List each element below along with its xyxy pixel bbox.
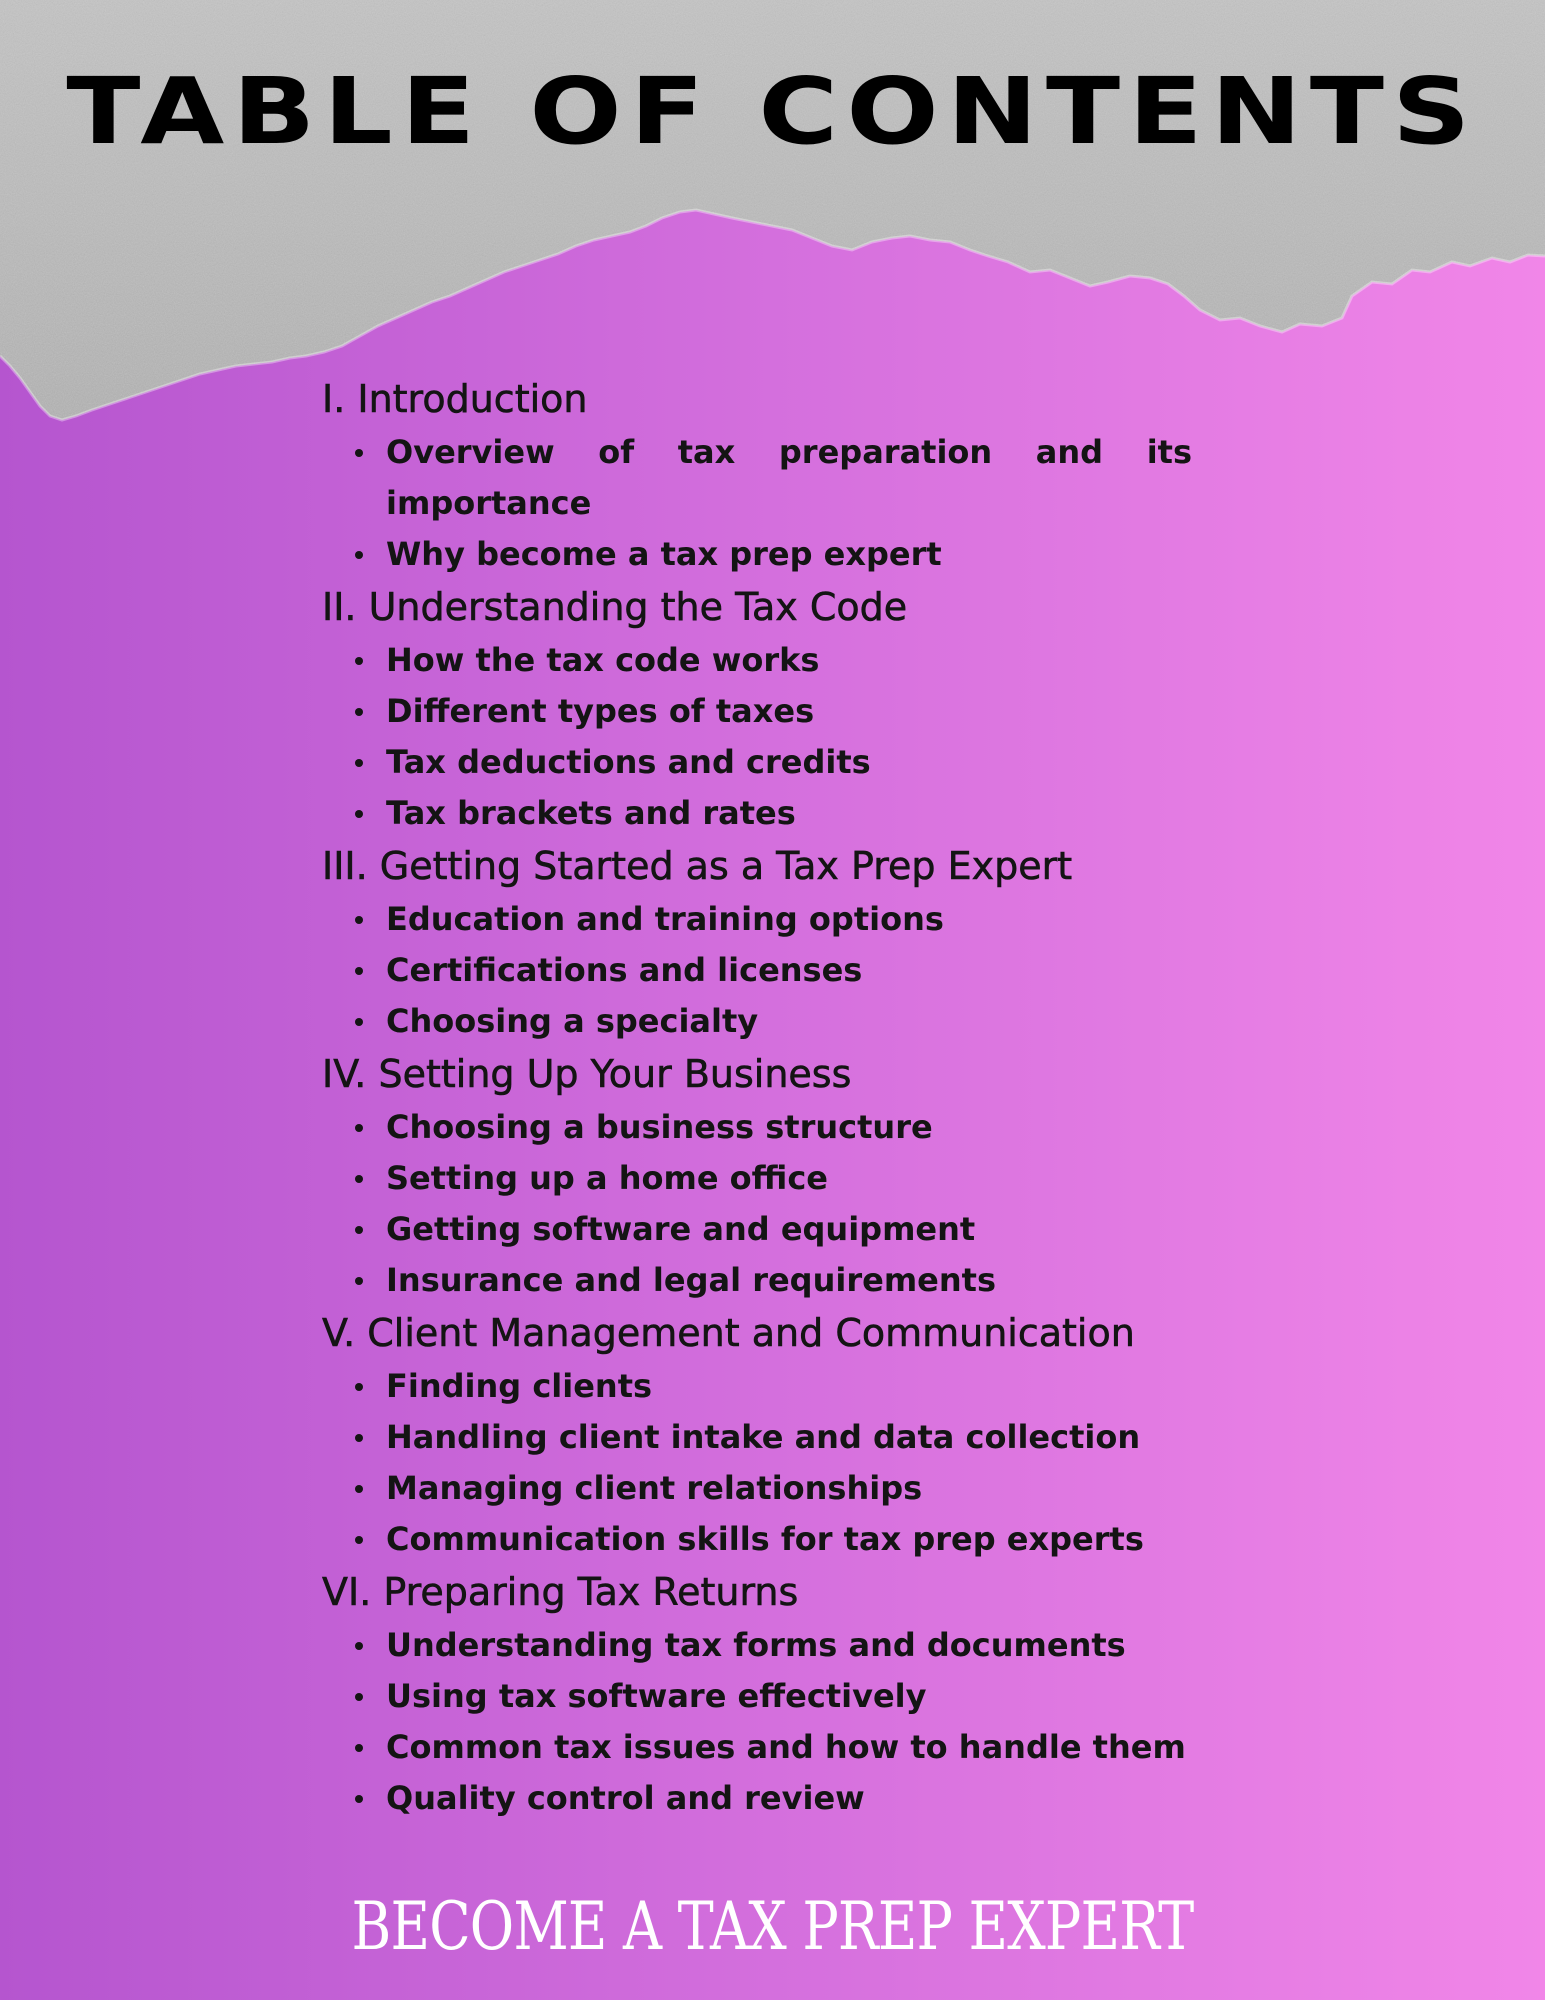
section-heading: III. Getting Started as a Tax Prep Expert [322, 844, 1073, 888]
list-item [322, 996, 1192, 1047]
list-item [322, 686, 1192, 737]
toc-section [322, 839, 1192, 1047]
bullet-icon [355, 1124, 363, 1132]
bullet-icon [355, 1485, 363, 1493]
bullet-icon [355, 1226, 363, 1234]
bullet-icon [355, 1175, 363, 1183]
list-item-text: How the tax code works [386, 641, 820, 679]
list-item-text: Education and training options [386, 900, 944, 938]
list-item-text: Common tax issues and how to handle them [386, 1728, 1186, 1766]
section-heading: VI. Preparing Tax Returns [322, 1570, 799, 1614]
list-item-text: Handling client intake and data collection [386, 1418, 1141, 1456]
bullet-icon [355, 1693, 363, 1701]
list-item-text: Choosing a business structure [386, 1108, 933, 1146]
toc-section [322, 372, 1192, 580]
bullet-icon [355, 1277, 363, 1285]
list-item [322, 1773, 1192, 1824]
page-title: TABLE OF CONTENTS [66, 58, 1479, 165]
footer-title: BECOME A TAX PREP EXPERT [351, 1888, 1194, 1965]
list-item [322, 1153, 1192, 1204]
sub-list [322, 635, 1192, 839]
list-item-text: Understanding tax forms and documents [386, 1626, 1126, 1664]
list-item [322, 788, 1192, 839]
sub-list [322, 427, 1192, 580]
list-item-text: Choosing a specialty [386, 1002, 759, 1040]
list-item-text: Setting up a home office [386, 1159, 828, 1197]
list-item [322, 1255, 1192, 1306]
list-item [322, 1361, 1192, 1412]
list-item-text: Quality control and review [386, 1779, 865, 1817]
bullet-icon [355, 708, 363, 716]
bullet-icon [355, 449, 363, 457]
list-item [322, 945, 1192, 996]
list-item-text: Overview of tax preparation and its importance [386, 433, 1192, 522]
bullet-icon [355, 1536, 363, 1544]
list-item [322, 1722, 1192, 1773]
table-of-contents [322, 372, 1192, 1824]
list-item [322, 894, 1192, 945]
list-item-text: Tax deductions and credits [386, 743, 871, 781]
list-item [322, 1412, 1192, 1463]
bullet-icon [355, 1383, 363, 1391]
list-item-text: Tax brackets and rates [386, 794, 796, 832]
list-item [322, 737, 1192, 788]
toc-section [322, 580, 1192, 839]
list-item-text: Different types of taxes [386, 692, 815, 730]
bullet-icon [355, 1434, 363, 1442]
sub-list [322, 1620, 1192, 1824]
section-heading: I. Introduction [322, 377, 588, 421]
list-item [322, 427, 1192, 529]
list-item [322, 635, 1192, 686]
list-item [322, 1671, 1192, 1722]
section-heading: IV. Setting Up Your Business [322, 1052, 852, 1096]
section-heading: V. Client Management and Communication [322, 1311, 1135, 1355]
sub-list [322, 1361, 1192, 1565]
toc-section [322, 1047, 1192, 1306]
list-item-text: Certifications and licenses [386, 951, 863, 989]
bullet-icon [355, 1795, 363, 1803]
list-item-text: Insurance and legal requirements [386, 1261, 996, 1299]
list-item-text: Finding clients [386, 1367, 653, 1405]
bullet-icon [355, 916, 363, 924]
bullet-icon [355, 967, 363, 975]
section-heading: II. Understanding the Tax Code [322, 585, 908, 629]
sub-list [322, 1102, 1192, 1306]
list-item [322, 1204, 1192, 1255]
list-item-text: Communication skills for tax prep experts [386, 1520, 1144, 1558]
bullet-icon [355, 551, 363, 559]
list-item-text: Why become a tax prep expert [386, 535, 942, 573]
bullet-icon [355, 1744, 363, 1752]
bullet-icon [355, 759, 363, 767]
list-item-text: Managing client relationships [386, 1469, 923, 1507]
list-item [322, 529, 1192, 580]
bullet-icon [355, 810, 363, 818]
bullet-icon [355, 1018, 363, 1026]
list-item [322, 1463, 1192, 1514]
list-item [322, 1514, 1192, 1565]
list-item [322, 1102, 1192, 1153]
bullet-icon [355, 657, 363, 665]
toc-section [322, 1306, 1192, 1565]
list-item-text: Getting software and equipment [386, 1210, 976, 1248]
toc-section [322, 1565, 1192, 1824]
bullet-icon [355, 1642, 363, 1650]
sub-list [322, 894, 1192, 1047]
list-item-text: Using tax software effectively [386, 1677, 927, 1715]
list-item [322, 1620, 1192, 1671]
